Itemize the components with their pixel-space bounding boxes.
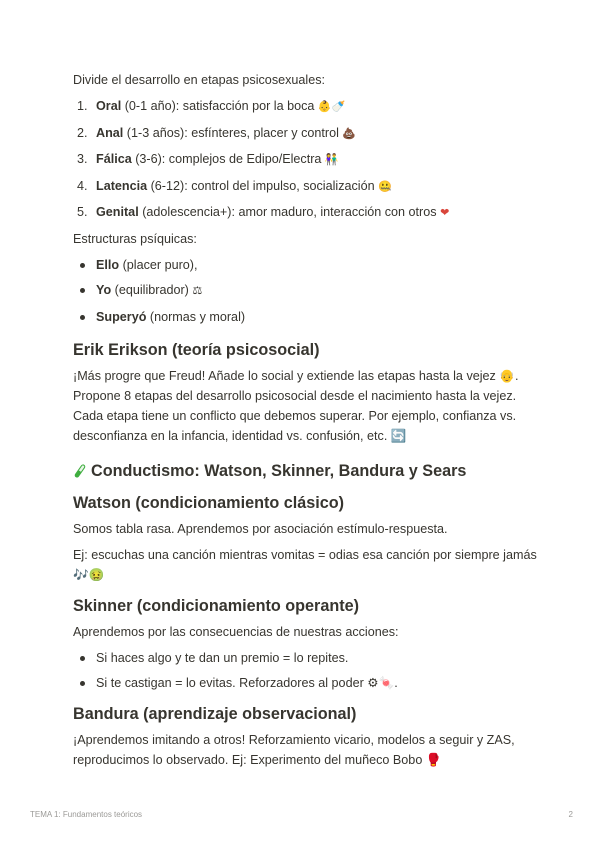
bullet-icon xyxy=(80,681,85,686)
scales-icon: ⚖ xyxy=(192,284,203,297)
bullet-icon xyxy=(80,656,85,661)
watson-paragraph-1: Somos tabla rasa. Aprendemos por asociación estímulo-respuesta. xyxy=(73,521,448,536)
erikson-paragraph: ¡Más progre que Freud! Añade lo social y extiende las etapas hasta la vejez 👴. Propone 8 etapas del desarrollo psicosocial desde el nacimiento hasta la vejez. Cada etapa tiene un conflicto que debemos superar. Por ejemplo, confianza vs. desconfianza en la infancia, identidad vs. confusión, etc. 🔄 xyxy=(73,368,519,443)
watson-heading: Watson (condicionamiento clásico) xyxy=(73,493,345,512)
heart-icon: ❤ xyxy=(440,206,450,219)
poop-icon: 💩 xyxy=(342,126,357,140)
list-item: Ello (placer puro), xyxy=(73,255,543,275)
list-item: 5. Genital (adolescencia+): amor maduro, interacción con otros ❤ xyxy=(77,205,450,219)
psychosexual-stages-list xyxy=(73,96,543,223)
couple-icon: 👫 xyxy=(324,153,339,166)
bandura-paragraph: ¡Aprendemos imitando a otros! Reforzamiento vicario, modelos a seguir y ZAS, reproducimos lo observado. Ej: Experimento del muñeco Bobo 🥊 xyxy=(73,733,515,767)
list-item: Si haces algo y te dan un premio = lo repites. xyxy=(73,648,543,668)
psychic-structures-list xyxy=(73,255,543,327)
list-item: Yo (equilibrador) ⚖ xyxy=(73,280,543,301)
list-item: Superyó (normas y moral) xyxy=(73,307,543,327)
bullet-icon xyxy=(80,315,85,320)
skinner-heading: Skinner (condicionamiento operante) xyxy=(73,596,360,615)
list-item: Si te castigan = lo evitas. Reforzadores al poder ⚙🍬. xyxy=(73,673,543,693)
list-item: 4. Latencia (6-12): control del impulso, socialización 🤐 xyxy=(77,178,392,193)
conductismo-heading: Conductismo: Watson, Skinner, Bandura y Sears xyxy=(73,460,543,482)
zipper-mouth-icon: 🤐 xyxy=(378,179,392,193)
list-item: 2. Anal (1-3 años): esfínteres, placer y control 💩 xyxy=(77,125,357,140)
baby-bottle-icon: 👶🍼 xyxy=(317,100,346,113)
erikson-heading: Erik Erikson (teoría psicosocial) xyxy=(73,340,320,359)
bullet-icon xyxy=(80,263,85,268)
bandura-heading: Bandura (aprendizaje observacional) xyxy=(73,705,357,723)
page-content xyxy=(73,70,543,770)
list-item: 1. Oral (0-1 año): satisfacción por la boca 👶🍼 xyxy=(77,99,346,113)
skinner-intro: Aprendemos por las consecuencias de nuestras acciones: xyxy=(73,624,399,639)
skinner-list xyxy=(73,648,543,694)
list-item: 3. Fálica (3-6): complejos de Edipo/Electra 👫 xyxy=(77,152,339,166)
footer-title: TEMA 1: Fundamentos teóricos xyxy=(30,810,143,819)
watson-paragraph-2: Ej: escuchas una canción mientras vomitas = odias esa canción por siempre jamás 🎶🤢 xyxy=(73,547,537,582)
freud-intro: Divide el desarrollo en etapas psicosexuales: xyxy=(73,73,326,87)
structures-intro: Estructuras psíquicas: xyxy=(73,231,197,246)
test-tube-icon xyxy=(73,464,87,478)
bullet-icon xyxy=(80,288,85,293)
page-number: 2 xyxy=(568,810,573,819)
